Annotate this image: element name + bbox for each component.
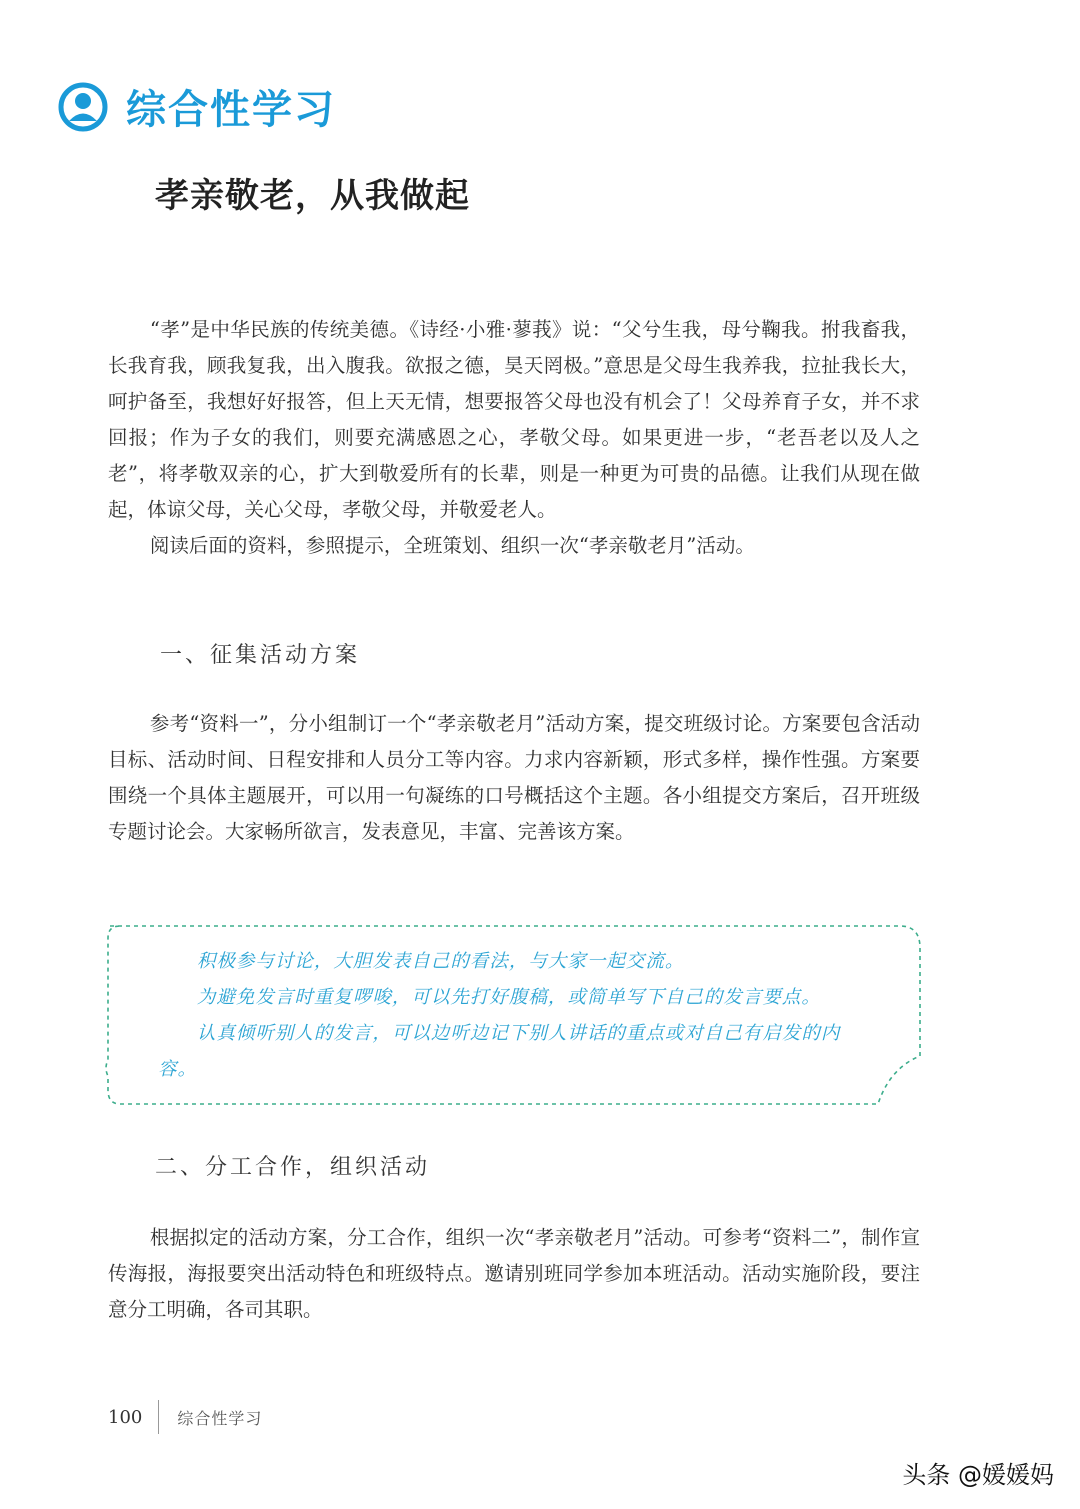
tip-item: 认真倾听别人的发言，可以边听边记下别人讲话的重点或对自己有启发的内容。 xyxy=(158,1023,841,1080)
source-credit: 头条 @媛媛妈 xyxy=(902,1461,1054,1489)
intro-paragraph-1: “孝”是中华民族的传统美德。《诗经·小雅·蓼莪》说：“父兮生我，母兮鞠我。拊我畜我，长我育我，顾我复我，出入腹我。欲报之德，昊天罔极。”意思是父母生我养我，拉扯我长大，呵护备至，我想好好报答，但上天无情，想要报答父母也没有机会了！父母养育子女，并不求回报；作为子女的我们，则要充满感恩之心，孝敬父母。如果更进一步，“老吾老以及人之老”，将孝敬双亲的心，扩大到敬爱所有的长辈，则是一种更为可贵的品德。让我们从现在做起，体谅父母，关心父母，孝敬父母，并敬爱老人。 xyxy=(108,318,920,521)
section-title: 综合性学习 xyxy=(126,87,336,133)
lesson-title: 孝亲敬老，从我做起 xyxy=(155,176,470,216)
page-number: 100 xyxy=(108,1406,143,1428)
section-header xyxy=(58,78,336,135)
tip-item: 积极参与讨论，大胆发表自己的看法，与大家一起交流。 xyxy=(196,951,685,972)
footer-section-label: 综合性学习 xyxy=(177,1408,263,1428)
person-icon xyxy=(58,82,108,132)
page-footer xyxy=(108,1400,262,1434)
tips-box xyxy=(100,918,930,1118)
footer-divider xyxy=(158,1400,159,1434)
section1-text xyxy=(108,706,920,850)
tip-item: 为避免发言时重复啰唆，可以先打好腹稿，或简单写下自己的发言要点。 xyxy=(196,987,821,1008)
section2-heading: 二、分工合作，组织活动 xyxy=(155,1155,431,1180)
tips-text xyxy=(158,944,876,1088)
section2-paragraph: 根据拟定的活动方案，分工合作，组织一次“孝亲敬老月”活动。可参考“资料二”，制作宣传海报，海报要突出活动特色和班级特点。邀请别班同学参加本班活动。活动实施阶段，要注意分工明确，各司其职。 xyxy=(108,1226,920,1321)
section1-heading: 一、征集活动方案 xyxy=(160,643,361,668)
section1-paragraph: 参考“资料一”，分小组制订一个“孝亲敬老月”活动方案，提交班级讨论。方案要包含活动目标、活动时间、日程安排和人员分工等内容。力求内容新颖，形式多样，操作性强。方案要围绕一个具体主题展开，可以用一句凝练的口号概括这个主题。各小组提交方案后，召开班级专题讨论会。大家畅所欲言，发表意见，丰富、完善该方案。 xyxy=(108,712,920,843)
intro-paragraph-2: 阅读后面的资料，参照提示，全班策划、组织一次“孝亲敬老月”活动。 xyxy=(149,534,755,557)
section2-text xyxy=(108,1220,920,1328)
intro-text xyxy=(108,312,920,564)
